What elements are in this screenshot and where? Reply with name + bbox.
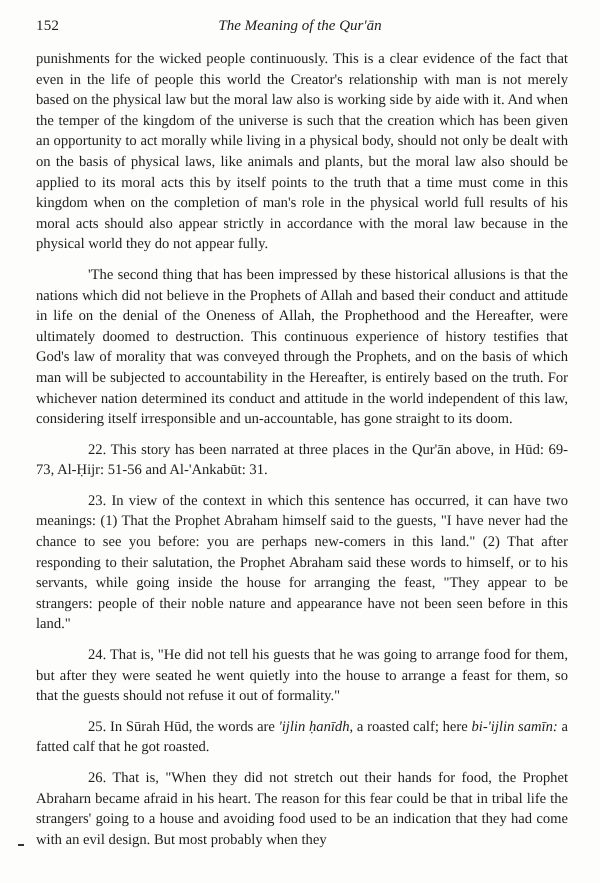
note-26: 26. That is, "When they did not stretch out their hands for food, the Prophet Abraharn became afraid in his heart. The reason for this fear could be that in tribal life the strangers' going to a house and avoiding food used to be an indication that they had come with an evil design. But most probably when they bbox=[36, 770, 568, 848]
margin-mark bbox=[18, 844, 24, 846]
note-25-text-a: 25. In Sūrah Hūd, the words are bbox=[88, 718, 279, 735]
page-number: 152 bbox=[36, 18, 60, 34]
note-25-text-c: a fatted calf that he got roasted. bbox=[36, 718, 568, 756]
note-25-term-bi-ijlin-samin: bi-'ijlin samīn: bbox=[471, 718, 558, 735]
paragraph-continuation: punishments for the wicked people continuously. This is a clear evidence of the fact that even in the life of people this world the Creator's relationship with man is not merely based on the physical law but the moral law also is working side by aide with it. And when the temper of the kingdom of the universe is such that the creation which has been given an opportunity to act morally while living in a physical body, should not only be dealt with on the basis of physical laws, like animals and plants, but the moral law also should be applied to its moral acts this by itself points to the truth that a time must come in this kingdom when on the completion of man's role in the physical world full results of his moral acts should also appear strictly in accordance with the moral law because in the physical world they do not appear fully. bbox=[36, 51, 568, 253]
paragraph-second-point: 'The second thing that has been impressed by these historical allusions is that the nations which did not believe in the Prophets of Allah and based their conduct and attitude in life on the denial of the Oneness of Allah, the Prophethood and the Hereafter, were ultimately doomed to destruction. This continuous experience of history testifies that God's law of morality that was conveyed through the Prophets, and on the basis of which man will be subjected to accountability in the Hereafter, is entirely based on the truth. For whichever nation determined its conduct and attitude in the world independent of this law, considering itself irresponsible and un-accountable, has gone straight to its doom. bbox=[36, 266, 568, 428]
note-25 bbox=[36, 717, 568, 758]
note-25-text-b: , a roasted calf; here bbox=[349, 718, 472, 735]
page-header bbox=[36, 18, 564, 42]
body-text bbox=[36, 49, 568, 850]
note-22: 22. This story has been narrated at three places in the Qur'ān above, in Hūd: 69-73, Al-Ḥijr: 51-56 and Al-'Ankabūt: 31. bbox=[36, 441, 568, 479]
note-25-term-ijlin-hanidh: 'ijlin ḥanīdh bbox=[278, 718, 350, 735]
running-title: The Meaning of the Qur'ān bbox=[218, 18, 382, 34]
note-23: 23. In view of the context in which this sentence has occurred, it can have two meanings: (1) That the Prophet Abraham himself said to the guests, "I have never had the chance to see you before: you are perhaps new-comers in this land." (2) That after responding to their salutation, the Prophet Abraham said these words to himself, or to his servants, while going inside the house for arranging the feast, "They appear to be strangers: people of their noble nature and appearance have not been seen before in this land." bbox=[36, 492, 568, 633]
note-24: 24. That is, "He did not tell his guests that he was going to arrange food for them, but after they were seated he went quietly into the house to arrange a feast for them, so that the guests should not refuse it out of formality." bbox=[36, 647, 568, 705]
